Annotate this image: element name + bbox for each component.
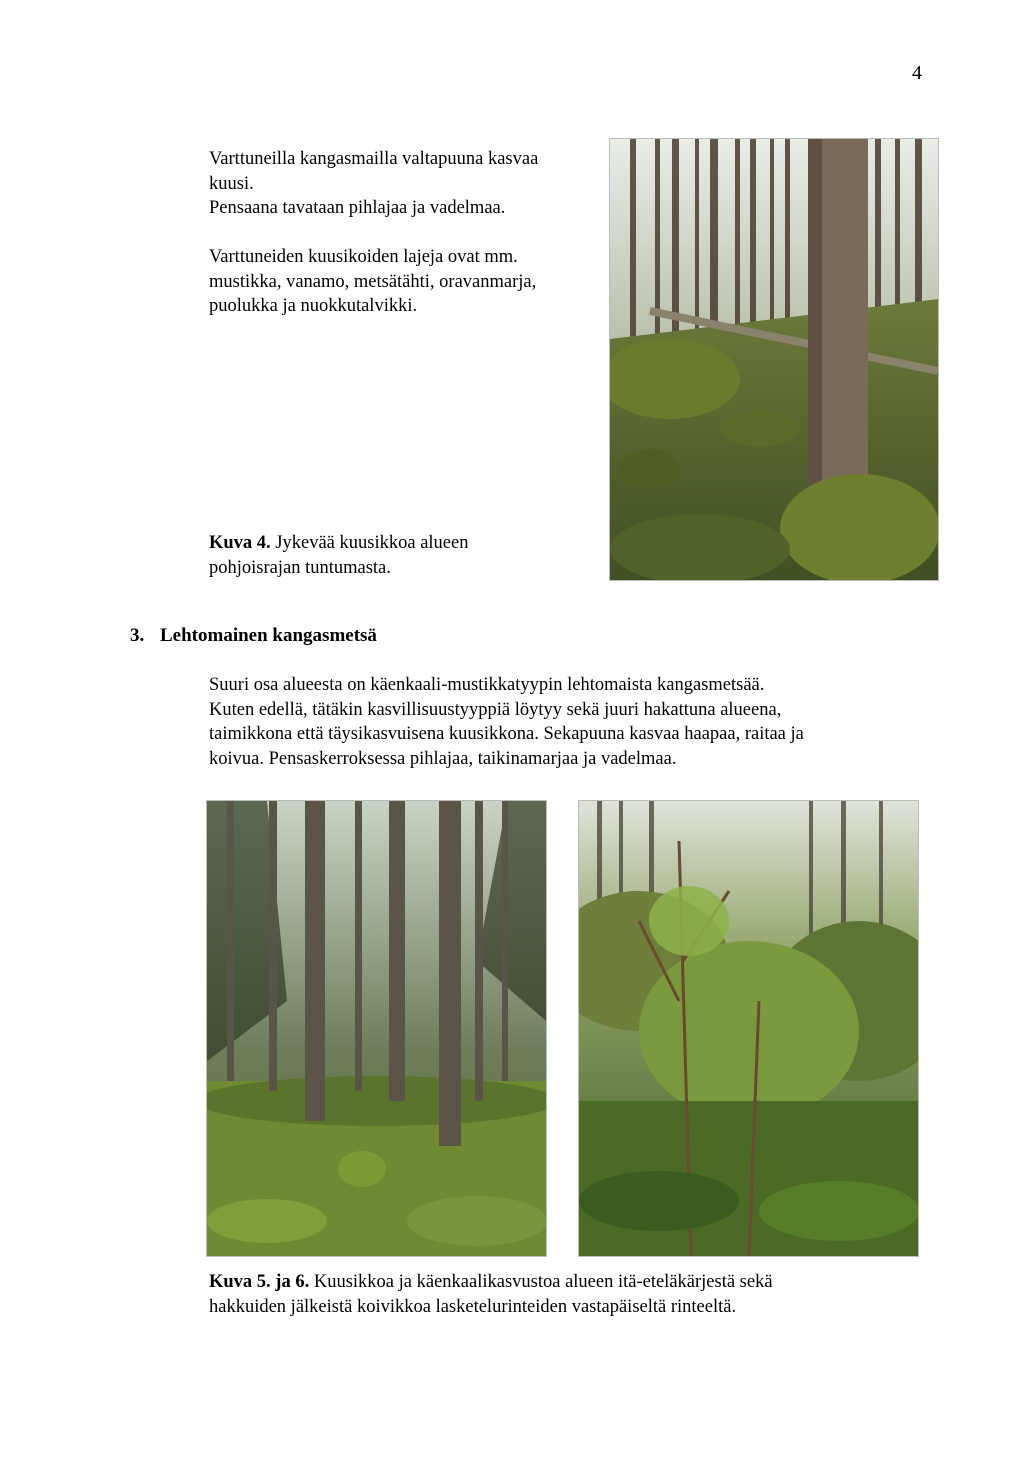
caption-text: pohjoisrajan tuntumasta.: [209, 557, 391, 578]
intro-line: Pensaana tavataan pihlajaa ja vadelmaa.: [209, 198, 506, 218]
species-line: Varttuneiden kuusikoiden lajeja ovat mm.: [209, 247, 518, 267]
figure-4-caption: [209, 531, 468, 580]
body-line: Suuri osa alueesta on käenkaali-mustikkatyypin lehtomaista kangasmetsää.: [209, 675, 765, 695]
section-body: [209, 673, 804, 771]
caption-label: Kuva 5. ja 6.: [209, 1272, 310, 1292]
caption-text: Jykevää kuusikkoa alueen: [275, 533, 469, 553]
intro-line: Varttuneilla kangasmailla valtapuuna kasvaa: [209, 149, 539, 169]
species-line: mustikka, vanamo, metsätähti, oravanmarja,: [209, 271, 537, 292]
intro-text: [209, 147, 538, 319]
body-line: taimikkona että täysikasvuisena kuusikkona. Sekapuuna kasvaa haapaa, raitaa ja: [209, 724, 804, 744]
species-line: puolukka ja nuokkutalvikki.: [209, 296, 418, 316]
body-line: koivua. Pensaskerroksessa pihlajaa, taikinamarjaa ja vadelmaa.: [209, 748, 677, 769]
section-heading: [130, 625, 377, 647]
caption-text: Kuusikkoa ja käenkaalikasvustoa alueen itä-eteläkärjestä sekä: [313, 1272, 773, 1292]
caption-label: Kuva 4.: [209, 533, 271, 553]
caption-text: hakkuiden jälkeistä koivikkoa lasketelurinteiden vastapäiseltä rinteeltä.: [209, 1296, 737, 1317]
body-line: Kuten edellä, tätäkin kasvillisuustyyppiä löytyy sekä juuri hakattuna alueena,: [209, 699, 782, 720]
section-number: 3.: [130, 625, 145, 646]
page-number: 4: [912, 62, 922, 84]
figure-5-photo: [206, 800, 547, 1257]
section-title: Lehtomainen kangasmetsä: [160, 625, 377, 646]
figure-56-caption: [209, 1270, 773, 1319]
figure-6-photo: [578, 800, 919, 1257]
figure-4-photo: [609, 138, 939, 581]
intro-line: kuusi.: [209, 173, 254, 194]
